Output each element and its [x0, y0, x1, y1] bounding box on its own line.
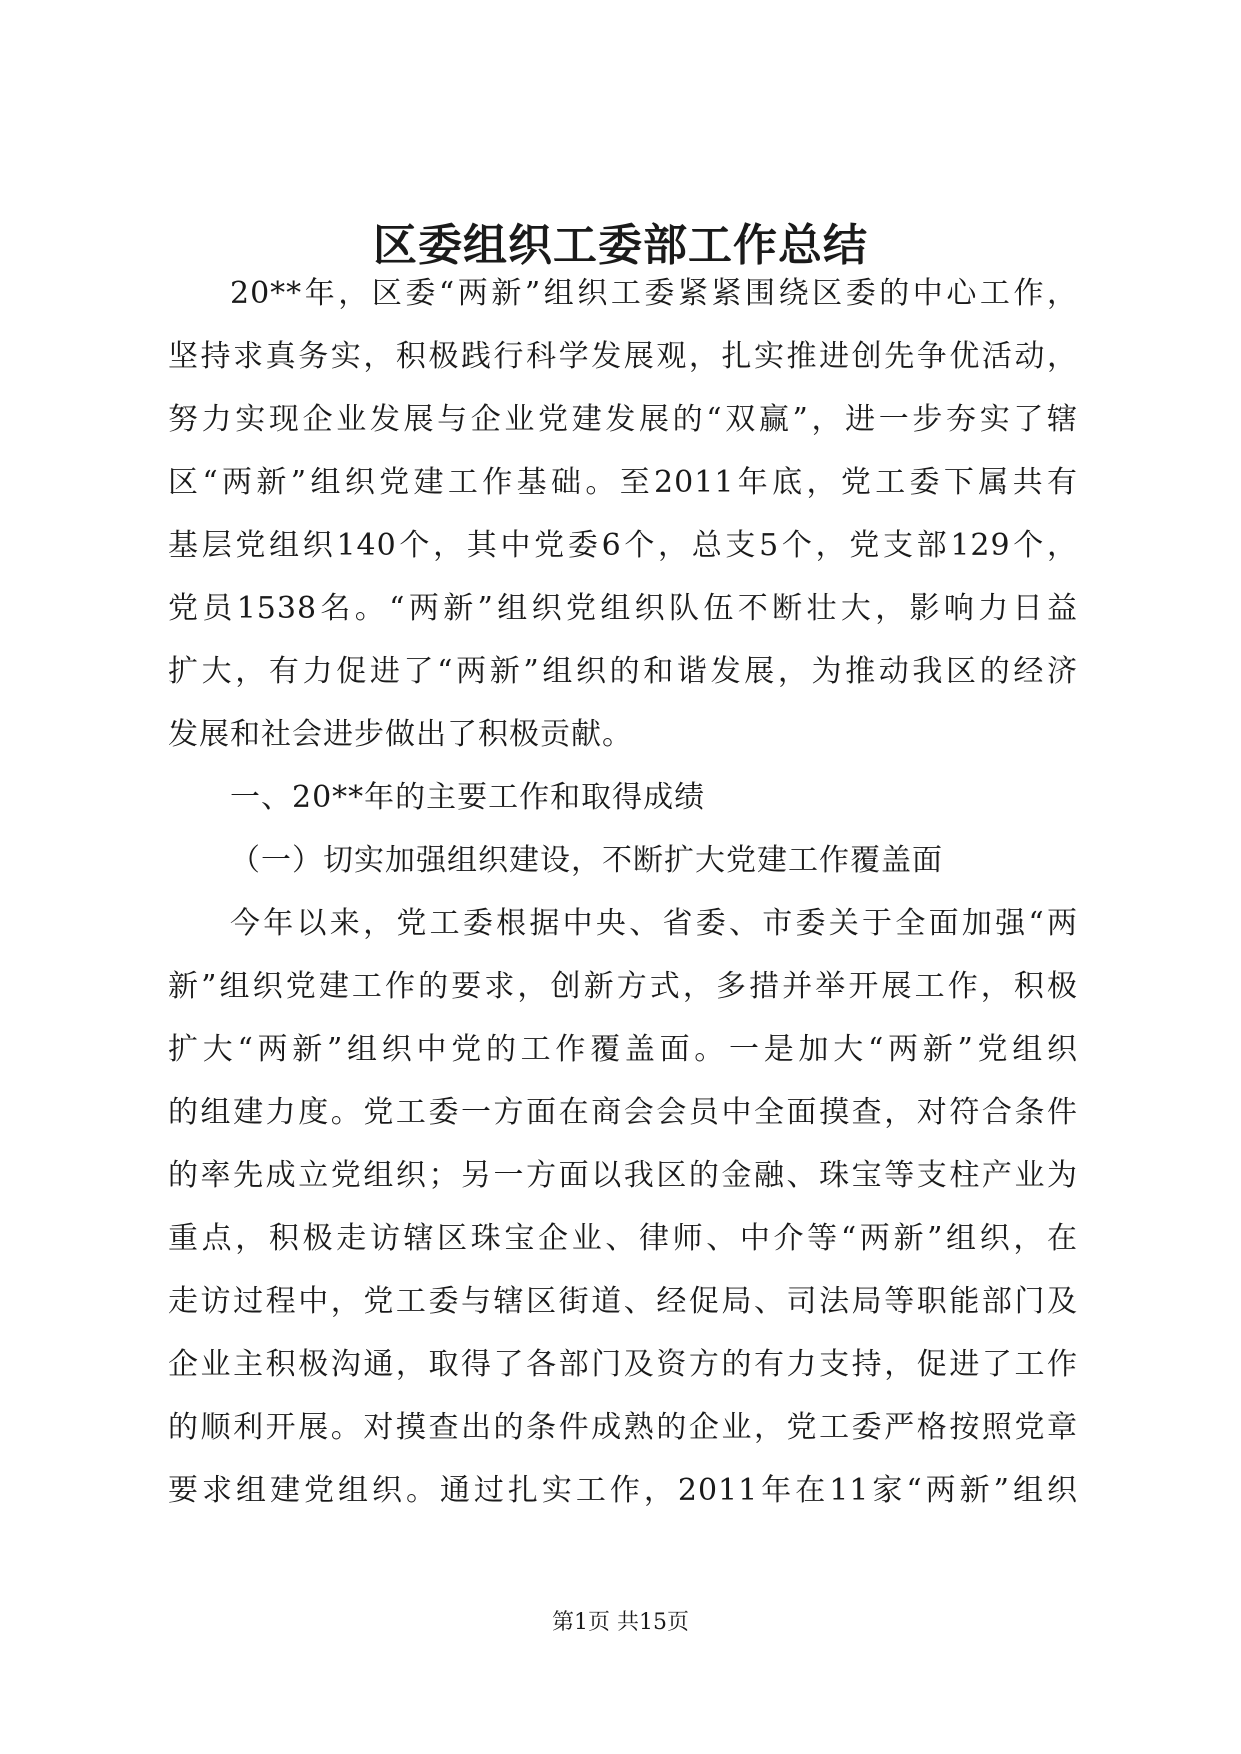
- paragraph-line: 发展和社会进步做出了积极贡献。: [168, 717, 633, 752]
- paragraph-line: 努力实现企业发展与企业党建发展的“双赢”，进一步夯实了辖: [168, 402, 1078, 437]
- paragraph-line: 企业主积极沟通，取得了各部门及资方的有力支持，促进了工作: [168, 1347, 1078, 1382]
- paragraph-line: 基层党组织140个，其中党委6个，总支5个，党支部129个，: [168, 528, 1078, 563]
- paragraph-line: 坚持求真务实，积极践行科学发展观，扎实推进创先争优活动，: [168, 339, 1078, 374]
- document-body: [168, 262, 1078, 1522]
- paragraph-line: 区“两新”组织党建工作基础。至2011年底，党工委下属共有: [168, 465, 1078, 500]
- paragraph-line: 的顺利开展。对摸查出的条件成熟的企业，党工委严格按照党章: [168, 1410, 1078, 1445]
- paragraph-line: 今年以来，党工委根据中央、省委、市委关于全面加强“两: [230, 906, 1078, 941]
- document-title: 区委组织工委部工作总结: [373, 220, 868, 271]
- section-heading: 一、20**年的主要工作和取得成绩: [230, 780, 706, 815]
- paragraph-line: 的率先成立党组织；另一方面以我区的金融、珠宝等支柱产业为: [168, 1158, 1078, 1193]
- paragraph-line: 走访过程中，党工委与辖区街道、经促局、司法局等职能部门及: [168, 1284, 1078, 1319]
- paragraph-line: 党员1538名。“两新”组织党组织队伍不断壮大，影响力日益: [168, 591, 1078, 626]
- paragraph-line: 重点，积极走访辖区珠宝企业、律师、中介等“两新”组织，在: [168, 1221, 1078, 1256]
- paragraph-line: 扩大，有力促进了“两新”组织的和谐发展，为推动我区的经济: [168, 654, 1078, 689]
- paragraph-line: 的组建力度。党工委一方面在商会会员中全面摸查，对符合条件: [168, 1095, 1078, 1130]
- page-footer: 第1页 共15页: [552, 1610, 689, 1635]
- paragraph-line: 新”组织党建工作的要求，创新方式，多措并举开展工作，积极: [168, 969, 1078, 1004]
- paragraph-line: 要求组建党组织。通过扎实工作，2011年在11家“两新”组织: [168, 1473, 1078, 1508]
- paragraph-line: 20**年，区委“两新”组织工委紧紧围绕区委的中心工作，: [230, 276, 1078, 311]
- subsection-heading: （一）切实加强组织建设，不断扩大党建工作覆盖面: [230, 843, 943, 878]
- paragraph-line: 扩大“两新”组织中党的工作覆盖面。一是加大“两新”党组织: [168, 1032, 1078, 1067]
